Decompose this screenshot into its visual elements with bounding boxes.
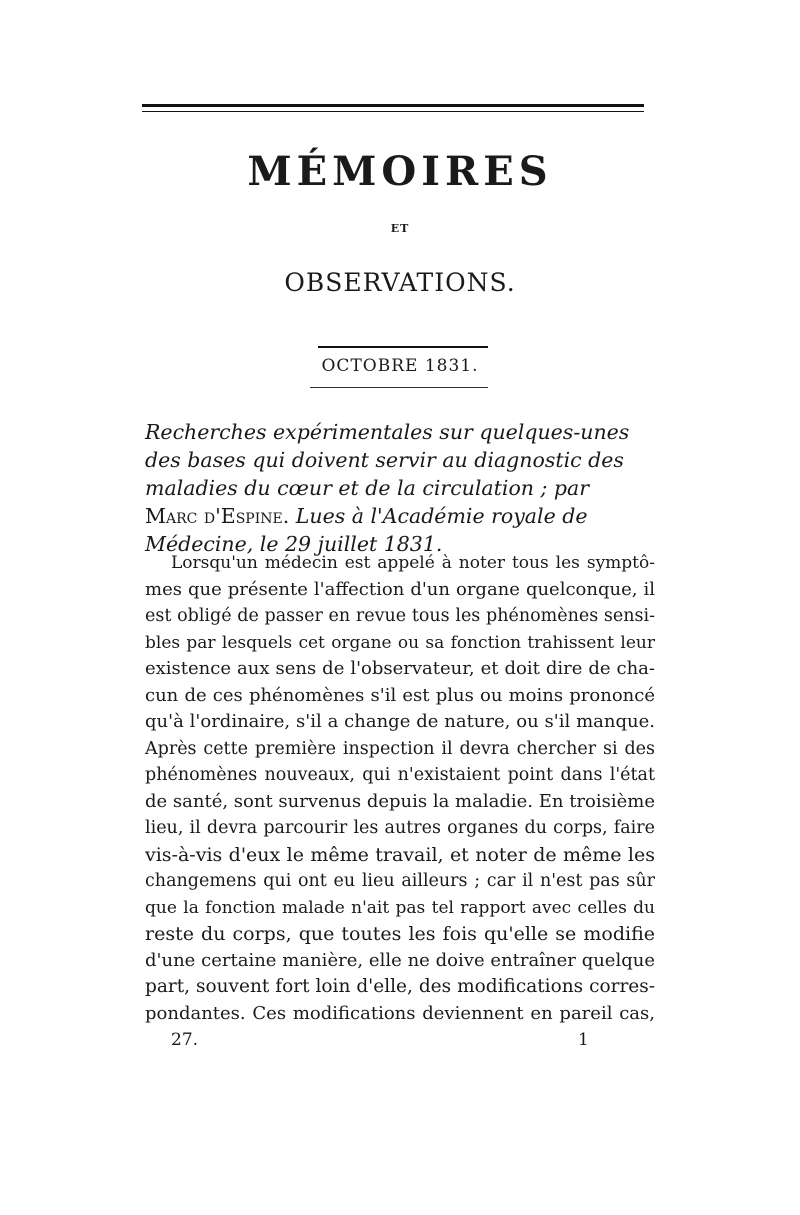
body-line: est obligé de passer en revue tous les phénomènes sensi-	[145, 606, 655, 626]
body-line: changemens qui ont eu lieu ailleurs ; car il n'est pas sûr	[145, 871, 655, 891]
body-line: pondantes. Ces modifications deviennent en pareil cas,	[145, 1002, 655, 1024]
body-line: existence aux sens de l'observateur, et doit dire de cha-	[145, 658, 655, 679]
body-line: mes que présente l'affection d'un organe quelconque, il	[145, 578, 655, 600]
body-line: qu'à l'ordinaire, s'il a change de nature, ou s'il manque.	[145, 711, 655, 732]
issue-date: OCTOBRE 1831.	[321, 356, 479, 376]
section-title: MÉMOIRES	[247, 148, 553, 195]
section-subtitle: OBSERVATIONS.	[284, 268, 516, 297]
header-rule-thick	[142, 104, 644, 107]
signature-mark: 27.	[171, 1030, 199, 1050]
body-line: vis-à-vis d'eux le même travail, et noter de même les	[145, 843, 655, 866]
section-conjunction: ET	[390, 222, 410, 235]
body-line: bles par lesquels cet organe ou sa fonction trahissent leur	[145, 632, 655, 653]
body-line: de santé, sont survenus depuis la maladie. En troisième	[145, 790, 655, 812]
body-line: reste du corps, que toutes les fois qu'elle se modifie	[145, 923, 655, 945]
body-line: Après cette première inspection il devra chercher si des	[145, 738, 655, 759]
body-line: que la fonction malade n'ait pas tel rapport avec celles du	[145, 897, 655, 918]
date-rule-top	[318, 346, 488, 348]
body-line: d'une certaine manière, elle ne doive entraîner quelque	[145, 949, 655, 971]
header-rule-thin	[142, 111, 644, 112]
body-line: phénomènes nouveaux, qui n'existaient point dans l'état	[145, 765, 655, 785]
article-body	[145, 550, 655, 1027]
article-title-part1: Recherches expérimentales sur quelques-unes des bases qui doivent servir au diagnostic des maladies du cœur et de la circulation ; par	[145, 420, 630, 500]
body-line: part, souvent fort loin d'elle, des modifications corres-	[145, 976, 655, 997]
body-line: lieu, il devra parcourir les autres organes du corps, faire	[145, 818, 655, 838]
body-line: Lorsqu'un médecin est appelé à noter tous les symptô-	[171, 553, 655, 573]
body-line: cun de ces phénomènes s'il est plus ou moins prononcé	[145, 684, 655, 706]
page-number: 1	[578, 1030, 589, 1050]
date-rule-bottom	[310, 387, 488, 388]
article-title-part2: Lues à l'Académie royale de Médecine, le 29 juillet 1831.	[145, 504, 588, 556]
article-author: Marc d'Espine.	[145, 504, 290, 528]
article-heading	[145, 418, 645, 558]
